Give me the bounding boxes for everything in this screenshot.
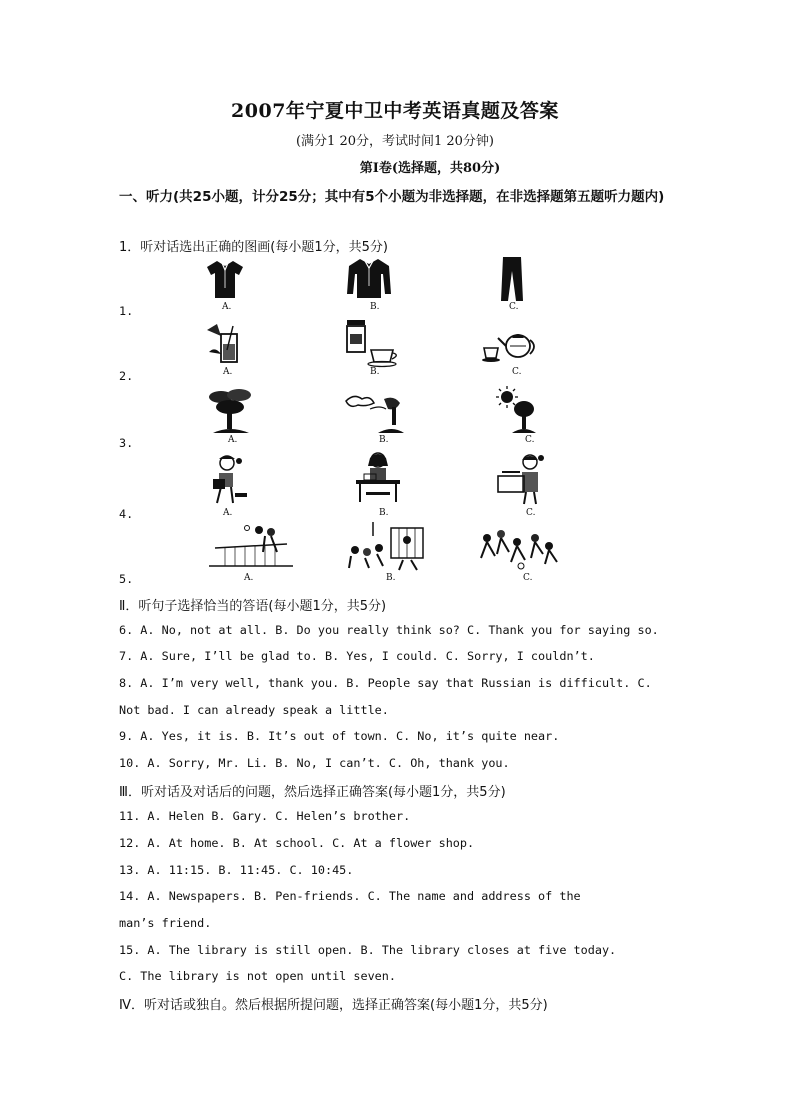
q11-options: 11. A. Helen B. Gary. C. Helen’s brother. — [119, 809, 411, 823]
short-sleeve-shirt-icon — [203, 258, 247, 302]
q15-options: 15. A. The library is still open. B. The library closes at five today. — [119, 943, 617, 957]
q1-caption-b: B. — [370, 302, 380, 312]
section-listening-heading: 一、听力(共25小题，计分25分；其中有5个小题为非选择题，在非选择题第五题听力题内) — [119, 189, 665, 205]
trousers-icon — [497, 255, 527, 303]
q2-caption-b: B. — [370, 367, 380, 377]
part1-heading: 1．听对话选出正确的图画(每小题1分，共5分) — [119, 240, 388, 255]
q12-options: 12. A. At home. B. At school. C. At a flower shop. — [119, 836, 475, 850]
q2-caption-a: A. — [223, 367, 233, 377]
page-title: 2007年宁夏中卫中考英语真题及答案 — [231, 100, 559, 122]
q8-options: 8. A. I’m very well, thank you. B. People say that Russian is difficult. C. — [119, 676, 652, 690]
q14-options: 14. A. Newspapers. B. Pen-friends. C. The name and address of the — [119, 889, 581, 903]
q9-options: 9. A. Yes, it is. B. It’s out of town. C. No, it’s quite near. — [119, 729, 560, 743]
volleyball-icon — [205, 522, 297, 572]
q15-options-cont: C. The library is not open until seven. — [119, 969, 396, 983]
q4-caption-b: B. — [379, 508, 389, 518]
q3-number: 3. — [119, 436, 134, 450]
q4-caption-c: C. — [526, 508, 536, 518]
cloudy-tree-icon — [205, 387, 255, 435]
girl-writing-icon — [350, 450, 406, 506]
q1-caption-a: A. — [222, 302, 232, 312]
q5-number: 5. — [119, 572, 134, 586]
teapot-cup-icon — [478, 322, 538, 366]
football-icon — [477, 524, 563, 572]
volume-heading: 第Ⅰ卷(选择题，共80分) — [359, 161, 501, 176]
q2-caption-c: C. — [512, 367, 522, 377]
sunny-tree-icon — [494, 385, 538, 435]
q8-options-cont: Not bad. I can already speak a little. — [119, 703, 389, 717]
part2-heading: Ⅱ．听句子选择恰当的答语(每小题1分，共5分) — [119, 599, 387, 614]
part4-heading: Ⅳ．听对话或独自。然后根据所提问题，选择正确答案(每小题1分，共5分) — [119, 998, 548, 1013]
score-time-note: (满分1 20分，考试时间1 20分钟) — [295, 134, 495, 149]
q14-options-cont: man’s friend. — [119, 916, 212, 930]
q2-number: 2. — [119, 369, 134, 383]
long-sleeve-shirt-icon — [345, 256, 393, 302]
q1-number: 1. — [119, 304, 134, 318]
q13-options: 13. A. 11:15. B. 11:45. C. 10:45. — [119, 863, 354, 877]
q3-caption-b: B. — [379, 435, 389, 445]
windy-tree-icon — [340, 387, 404, 435]
q5-caption-b: B. — [386, 573, 396, 583]
part3-heading: Ⅲ．听对话及对话后的问题，然后选择正确答案(每小题1分，共5分) — [119, 785, 506, 800]
coffee-jar-cup-icon — [343, 318, 403, 368]
q3-caption-a: A. — [228, 435, 238, 445]
girl-reading-icon — [205, 453, 253, 507]
cold-drink-icon — [203, 322, 247, 368]
playground-icon — [343, 520, 435, 572]
q1-caption-c: C. — [509, 302, 519, 312]
q4-caption-a: A. — [223, 508, 233, 518]
q10-options: 10. A. Sorry, Mr. Li. B. No, I can’t. C. Oh, thank you. — [119, 756, 510, 770]
q5-caption-c: C. — [523, 573, 533, 583]
q4-number: 4. — [119, 507, 134, 521]
q7-options: 7. A. Sure, I’ll be glad to. B. Yes, I could. C. Sorry, I couldn’t. — [119, 649, 595, 663]
girl-cooking-icon — [494, 450, 550, 506]
q3-caption-c: C. — [525, 435, 535, 445]
q6-options: 6. A. No, not at all. B. Do you really think so? C. Thank you for saying so. — [119, 623, 659, 637]
q5-caption-a: A. — [244, 573, 254, 583]
